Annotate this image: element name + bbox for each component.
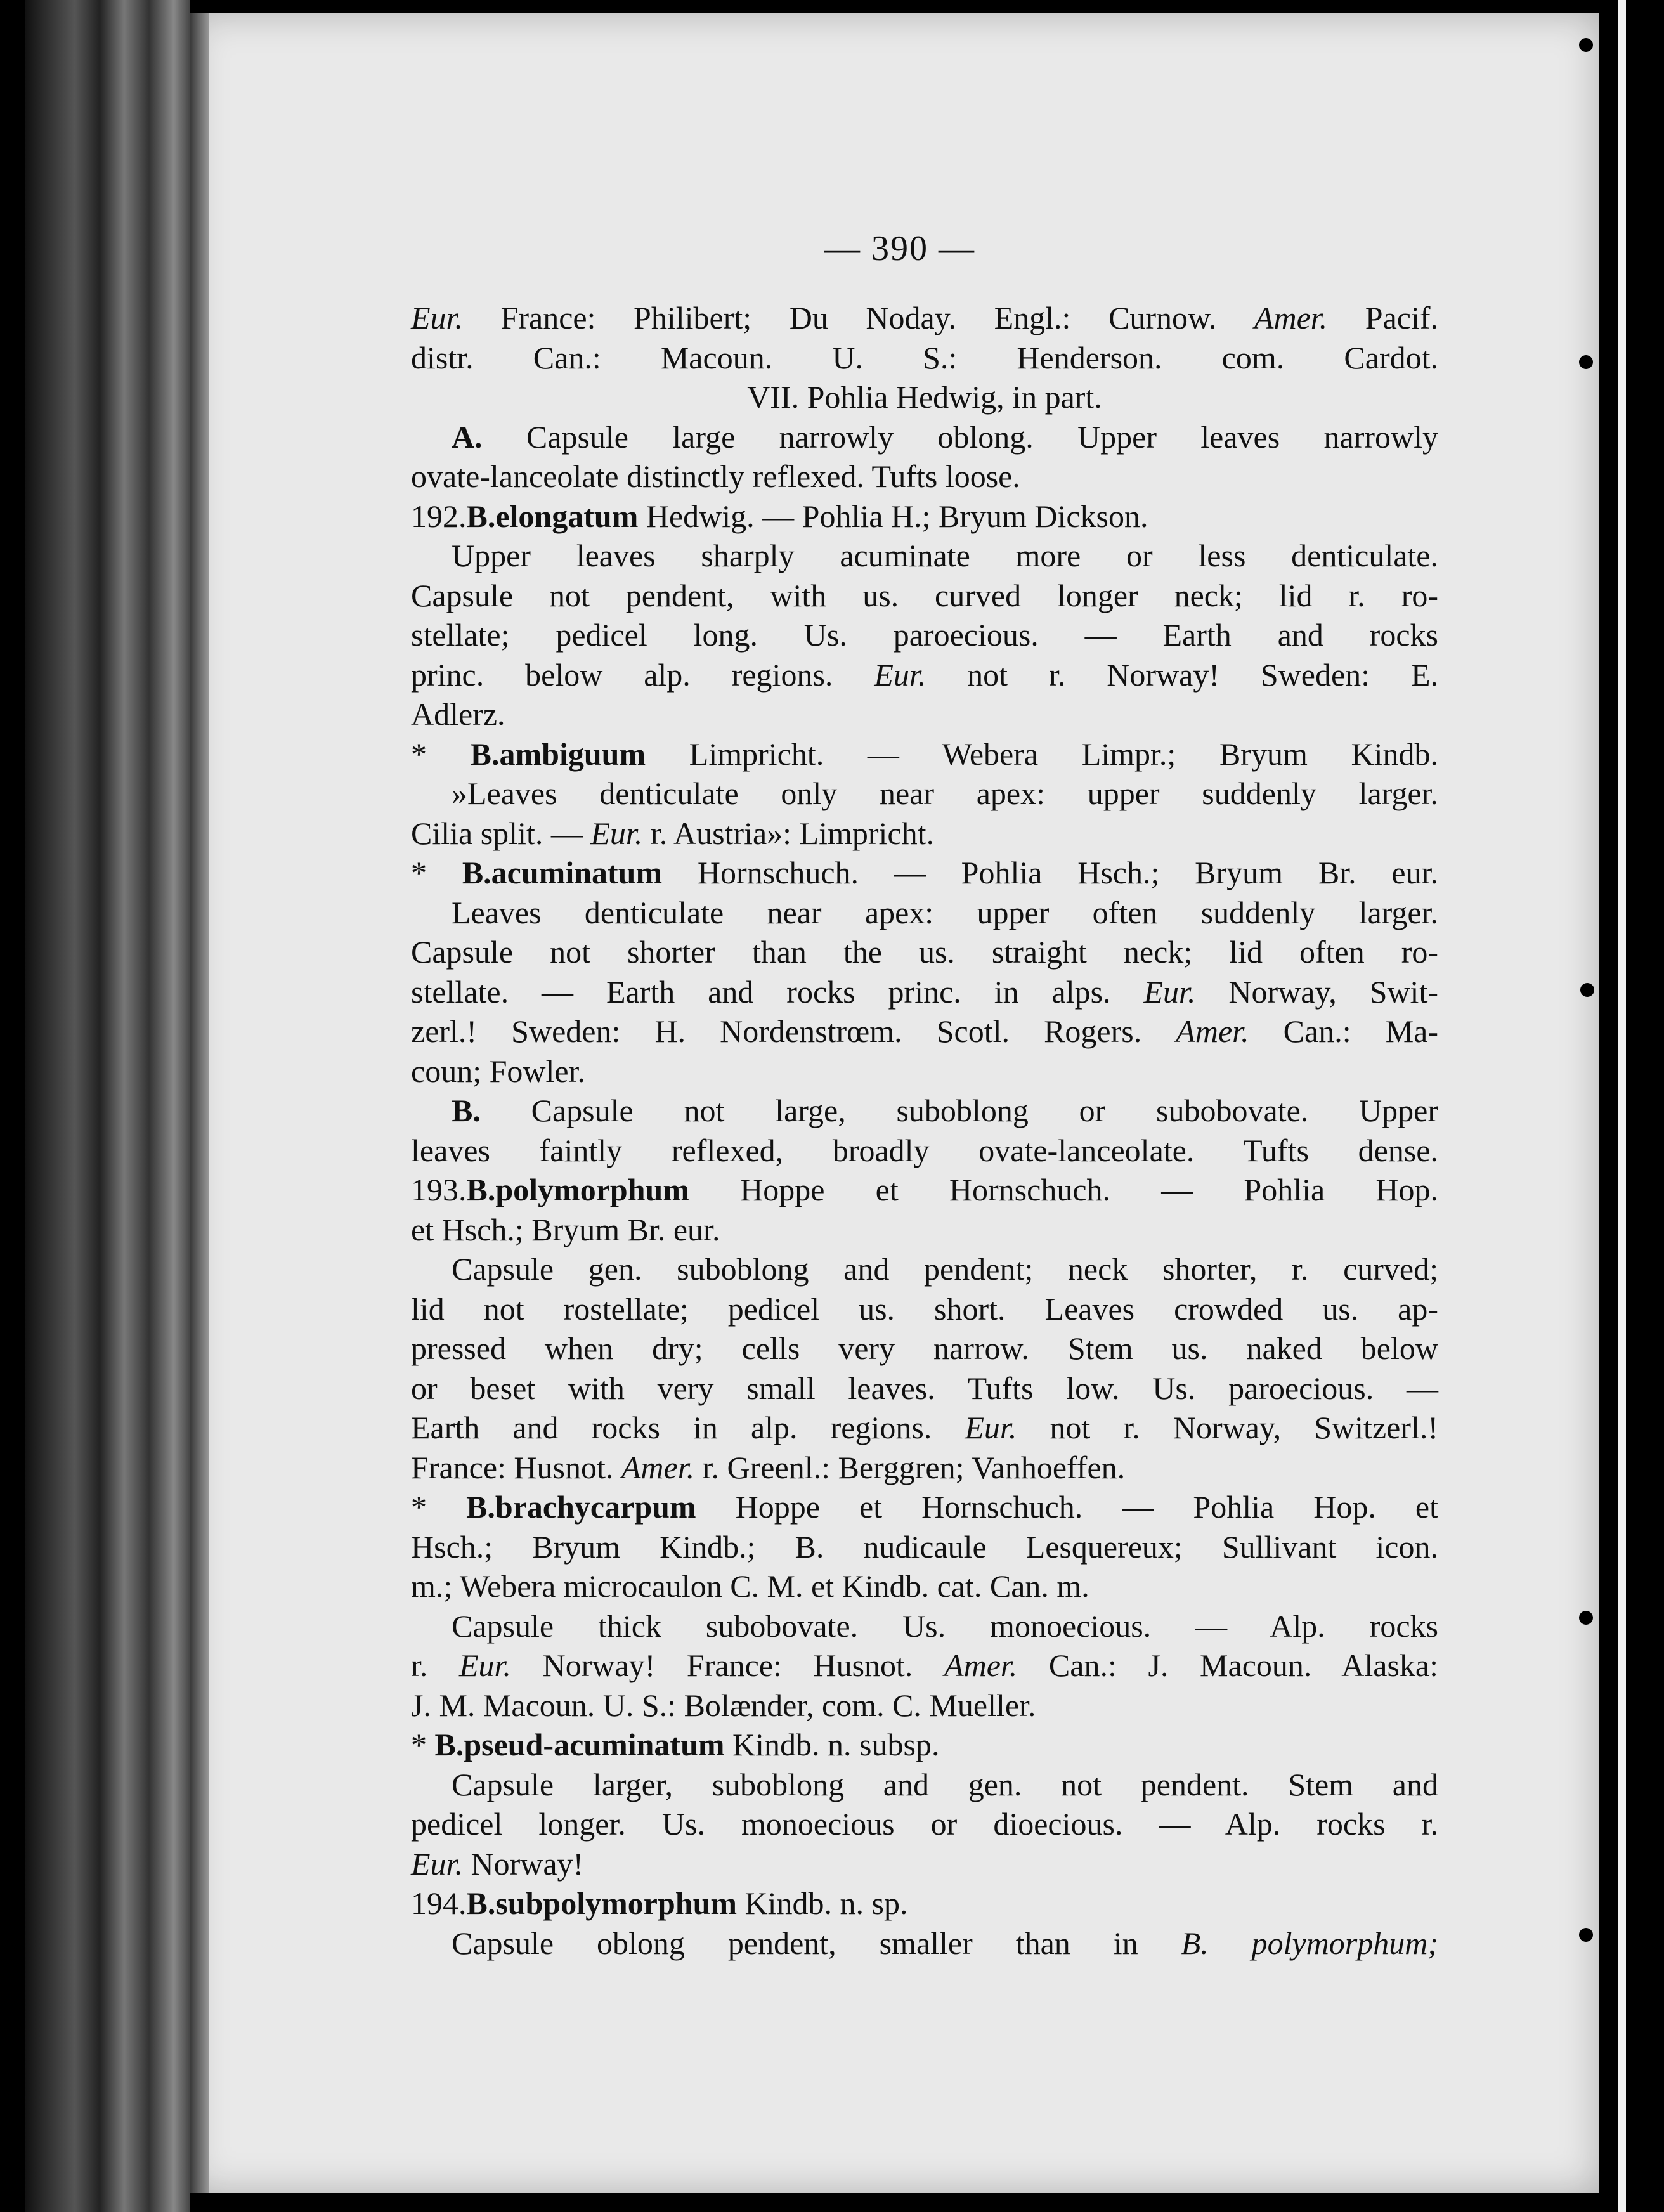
text-span: »Leaves denticulate only near apex: upper suddenly larger. [452,776,1438,811]
text-span: 192. [411,498,467,534]
text-span: pedicel longer. Us. monoecious or dioecious. — Alp. rocks r. [411,1806,1438,1842]
text-line [411,1646,1438,1686]
text-span: Can.: Ma- [1249,1013,1439,1049]
text-span: m.; Webera microcaulon C. M. et Kindb. cat. Can. m. [411,1568,1089,1604]
text-span: Capsule not shorter than the us. straight neck; lid often ro- [411,934,1438,970]
text-line [411,497,1438,537]
text-span: * [411,1489,467,1525]
text-line [411,893,1438,933]
italic-text: Eur. [459,1648,511,1683]
text-span: Capsule oblong pendent, smaller than in [452,1925,1181,1961]
text-span: Limpricht. — Webera Limpr.; Bryum Kindb. [646,736,1438,772]
text-line [411,1131,1438,1171]
text-line [411,1487,1438,1527]
text-line [411,1369,1438,1409]
text-line [411,814,1438,854]
italic-text: Amer. [621,1449,695,1485]
book-edge [25,0,190,2212]
species-name: B.pseud-acuminatum [434,1727,725,1762]
text-line [411,853,1438,893]
text-line [411,1051,1438,1091]
text-line [411,1566,1438,1606]
text-span: zerl.! Sweden: H. Nordenstrœm. Scotl. Rogers. [411,1013,1176,1049]
text-span: Capsule not large, suboblong or subobovate. Upper [480,1093,1438,1128]
species-name: B.elongatum [466,498,639,534]
italic-text: Amer. [1254,300,1328,335]
species-name: B.brachycarpum [466,1489,696,1525]
italic-text: Eur. [1143,973,1196,1010]
text-line [411,1091,1438,1131]
text-span: Hedwig. — Pohlia H.; Bryum Dickson. [638,498,1148,534]
text-line [411,1448,1438,1488]
text-line [411,377,1438,417]
text-span: et Hsch.; Bryum Br. eur. [411,1211,720,1247]
text-span: 193. [411,1172,467,1207]
text-span: Earth and rocks in alp. regions. [411,1410,965,1445]
text-span: Norway! [462,1845,584,1882]
text-span: r. Austria»: Limpricht. [642,815,934,851]
text-span: VII. Pohlia Hedwig, in part. [747,379,1102,415]
text-line [411,1170,1438,1210]
text-span: Kindb. n. subsp. [724,1727,940,1762]
text-span: Capsule not pendent, with us. curved longer neck; lid r. ro- [411,577,1438,613]
text-span: * [411,855,462,890]
species-name: B.subpolymorphum [466,1885,738,1921]
text-span: Pacif. [1327,300,1439,335]
species-name: B.ambiguum [470,736,646,772]
text-line [411,694,1438,734]
page-right-edge [1618,0,1626,2212]
text-line [411,576,1438,616]
text-span: Capsule large narrowly oblong. Upper leaves narrowly [482,419,1438,455]
text-span: r. [411,1648,460,1683]
text-line [411,457,1438,497]
text-span: distr. Can.: Macoun. U. S.: Henderson. com. Cardot. [411,339,1438,375]
text-line [411,1249,1438,1289]
scan-mark [1580,983,1594,997]
text-span: Leaves denticulate near apex: upper often suddenly larger. [452,894,1438,930]
text-line [411,1725,1438,1765]
text-line [411,417,1438,457]
text-line [411,932,1438,972]
text-line [411,1329,1438,1369]
text-line [411,655,1438,695]
text-line [411,1923,1438,1963]
text-line [411,338,1438,378]
text-line [411,1686,1438,1726]
text-span: * [411,736,471,772]
scan-border-right [1626,0,1664,2212]
italic-text: Eur. [874,656,926,693]
text-span: princ. below alp. regions. [411,656,874,693]
text-span: France: Husnot. [411,1449,621,1485]
italic-text: Eur. [411,1845,463,1882]
text-span: Kindb. n. sp. [737,1885,908,1921]
italic-text: Amer. [944,1648,1018,1683]
italic-text: Eur. [411,300,463,335]
text-span: France: Philibert; Du Noday. Engl.: Curnow. [462,300,1254,335]
text-span: pressed when dry; cells very narrow. Stem us. naked below [411,1330,1438,1366]
text-line [411,1012,1438,1051]
text-span: Cilia split. — [411,815,591,851]
text-span: Hoppe et Hornschuch. — Pohlia Hop. [689,1172,1438,1207]
scan-mark [1579,1928,1593,1942]
text-line [411,536,1438,576]
text-span: leaves faintly reflexed, broadly ovate-lanceolate. Tufts dense. [411,1132,1438,1168]
text-span: r. Greenl.: Berggren; Vanhoeffen. [694,1449,1126,1485]
text-span: lid not rostellate; pedicel us. short. Leaves crowded us. ap- [411,1291,1438,1327]
species-name: B.polymorphum [466,1172,689,1207]
text-span: J. M. Macoun. U. S.: Bolænder, com. C. Mueller. [411,1687,1036,1723]
text-span: coun; Fowler. [411,1053,585,1089]
text-line [411,615,1438,655]
text-span: ovate-lanceolate distinctly reflexed. Tufts loose. [411,459,1020,494]
scan-mark [1579,1611,1593,1625]
text-line [411,1606,1438,1646]
text-span: Adlerz. [411,696,505,732]
text-span: Norway! France: Husnot. [510,1648,945,1683]
species-name: B.acuminatum [462,855,663,890]
text-span: * [411,1727,435,1762]
text-span: Capsule gen. suboblong and pendent; neck shorter, r. curved; [452,1251,1438,1287]
text-span: not r. Norway, Switzerl.! [1017,1410,1439,1445]
scan-mark [1579,38,1593,52]
text-span: Capsule larger, suboblong and gen. not pendent. Stem and [452,1766,1438,1802]
text-line [411,1210,1438,1250]
text-span: 194. [411,1885,467,1921]
text-line [411,1844,1438,1884]
text-span: Capsule thick subobovate. Us. monoecious. — Alp. rocks [452,1608,1438,1644]
text-span: Hsch.; Bryum Kindb.; B. nudicaule Lesquereux; Sullivant icon. [411,1528,1438,1565]
scan-mark [1579,355,1593,369]
page-gutter [190,13,209,2193]
text-line [411,1804,1438,1844]
text-span: stellate; pedicel long. Us. paroecious. — Earth and rocks [411,617,1438,653]
text-line [411,774,1438,814]
italic-text: Eur. [965,1410,1017,1445]
text-line [411,1765,1438,1805]
body-text [411,298,1438,1963]
text-span: Hoppe et Hornschuch. — Pohlia Hop. et [696,1489,1439,1525]
text-span: Can.: J. Macoun. Alaska: [1017,1648,1438,1683]
text-span: stellate. — Earth and rocks princ. in alps. [411,973,1144,1010]
text-line [411,298,1438,338]
text-line [411,1408,1438,1448]
italic-text: Amer. [1176,1013,1249,1049]
text-line [411,1289,1438,1329]
text-line [411,734,1438,774]
text-span: or beset with very small leaves. Tufts low. Us. paroecious. — [411,1370,1438,1406]
species-name: B. [452,1093,481,1128]
text-span: Upper leaves sharply acuminate more or less denticulate. [452,538,1438,573]
species-name: A. [452,419,483,455]
italic-text: Eur. [590,815,643,851]
text-line [411,1527,1438,1567]
text-span: Hornschuch. — Pohlia Hsch.; Bryum Br. eur. [662,855,1438,890]
text-line [411,1883,1438,1923]
page-number: — 390 — [824,229,975,268]
text-span: not r. Norway! Sweden: E. [926,656,1439,693]
text-line [411,972,1438,1012]
text-span: Norway, Swit- [1195,973,1438,1010]
italic-text: B. polymorphum; [1181,1925,1438,1961]
